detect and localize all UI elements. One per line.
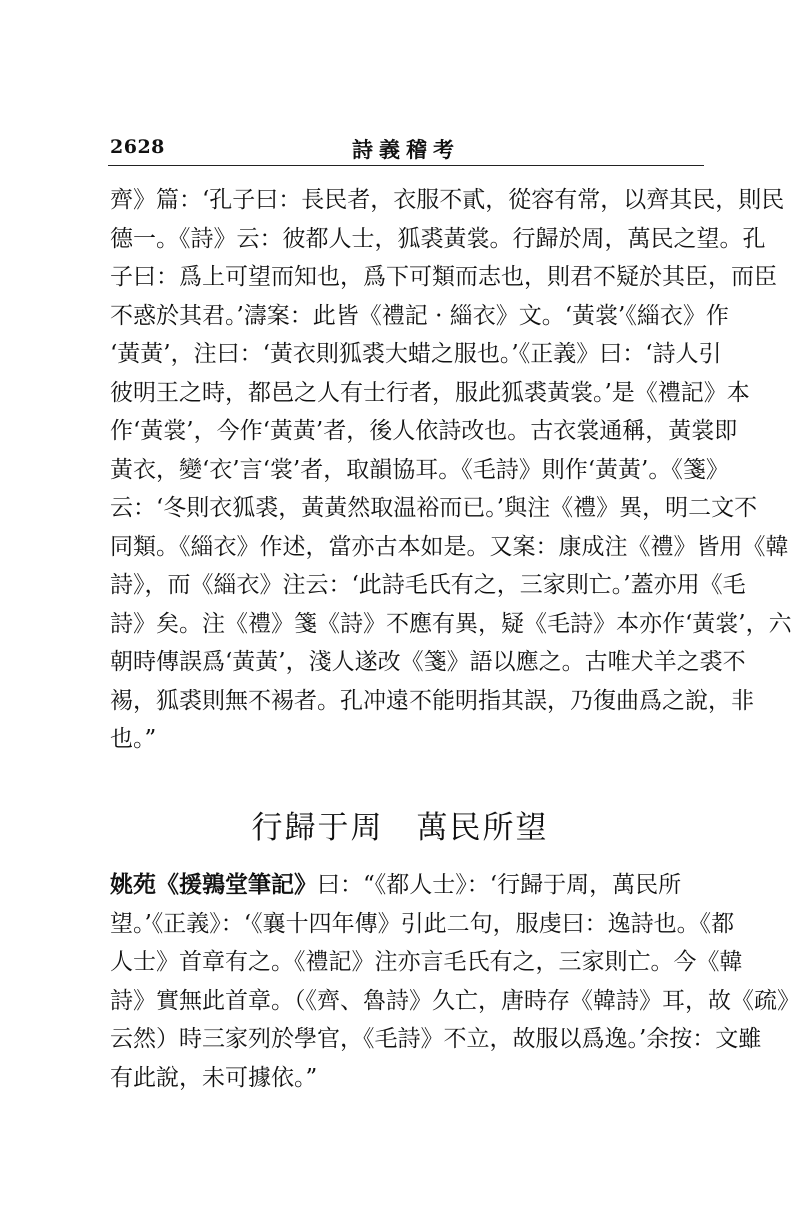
section-heading: 行歸于周 萬民所望 — [251, 810, 549, 846]
running-title: 詩義稽考 — [352, 137, 460, 162]
text-line: 子曰：爲上可望而知也，爲下可類而志也，則君不疑於其臣，而臣 — [110, 264, 777, 290]
text-line: 黃衣，變‘衣’言‘裳’者，取韻協耳。《毛詩》則作‘黃黃’。《箋》 — [110, 456, 729, 483]
text-line: 望。’《正義》：‘《襄十四年傳》引此二句，服虔曰：逸詩也。《都 — [110, 910, 735, 937]
text-line: 詩》實無此首章。（《齊、魯詩》久亡，唐時存《韓詩》耳，故《疏》 — [110, 987, 800, 1014]
cited-author-work: 姚苑《援鶉堂筆記》 — [110, 871, 317, 898]
text-run: 曰：“《都人士》：‘行歸于周，萬民所 — [317, 872, 682, 898]
text-line: 齊》篇：‘孔子曰：長民者，衣服不貳，從容有常，以齊其民，則民 — [110, 187, 785, 213]
text-line: 有此說，未可據依。” — [110, 1064, 318, 1091]
header-rule — [108, 165, 704, 166]
text-line: 德一。《詩》云：彼都人士，狐裘黃裳。行歸於周，萬民之望。孔 — [110, 225, 766, 252]
text-line: 云然）時三家列於學官，《毛詩》不立，故服以爲逸。’余按：文雖 — [110, 1026, 762, 1052]
text-line: 也。” — [110, 726, 157, 752]
text-line — [110, 866, 705, 905]
text-line: 彼明王之時，都邑之人有士行者，服此狐裘黃裳。’是《禮記》本 — [110, 379, 750, 406]
page-number: 2628 — [110, 136, 165, 158]
text-line: 人士》首章有之。《禮記》注亦言毛氏有之，三家則亡。今《韓 — [110, 949, 743, 975]
paragraph-2 — [110, 866, 800, 1097]
text-line: 作‘黃裳’，今作‘黃黃’者，後人依詩改也。古衣裳通稱，黃裳即 — [110, 418, 738, 444]
paragraph-1 — [110, 181, 792, 759]
text-line: 云：‘冬則衣狐裘，黃黃然取温裕而已。’與注《禮》異，明二文不 — [110, 495, 758, 521]
text-line: 不惑於其君。’濤案：此皆《禮記 · 緇衣》文。‘黃裳’《緇衣》作 — [110, 302, 729, 329]
text-line: 同類。《緇衣》作述，當亦古本如是。又案：康成注《禮》皆用《韓 — [110, 533, 789, 560]
text-line: 詩》矣。注《禮》箋《詩》不應有異，疑《毛詩》本亦作‘黃裳’，六 — [110, 610, 792, 637]
text-line: 詩》，而《緇衣》注云：‘此詩毛氏有之，三家則亡。’蓋亦用《毛 — [110, 572, 746, 598]
running-header — [110, 134, 702, 164]
text-line: 朝時傳誤爲‘黃黃’，淺人遂改《箋》語以應之。古唯犬羊之裘不 — [110, 649, 746, 675]
text-line: 裼，狐裘則無不裼者。孔冲遠不能明指其誤，乃復曲爲之說，非 — [110, 687, 754, 714]
text-line: ‘黃黃’，注曰：‘黃衣則狐裘大蜡之服也。’《正義》曰：‘詩人引 — [110, 341, 722, 367]
